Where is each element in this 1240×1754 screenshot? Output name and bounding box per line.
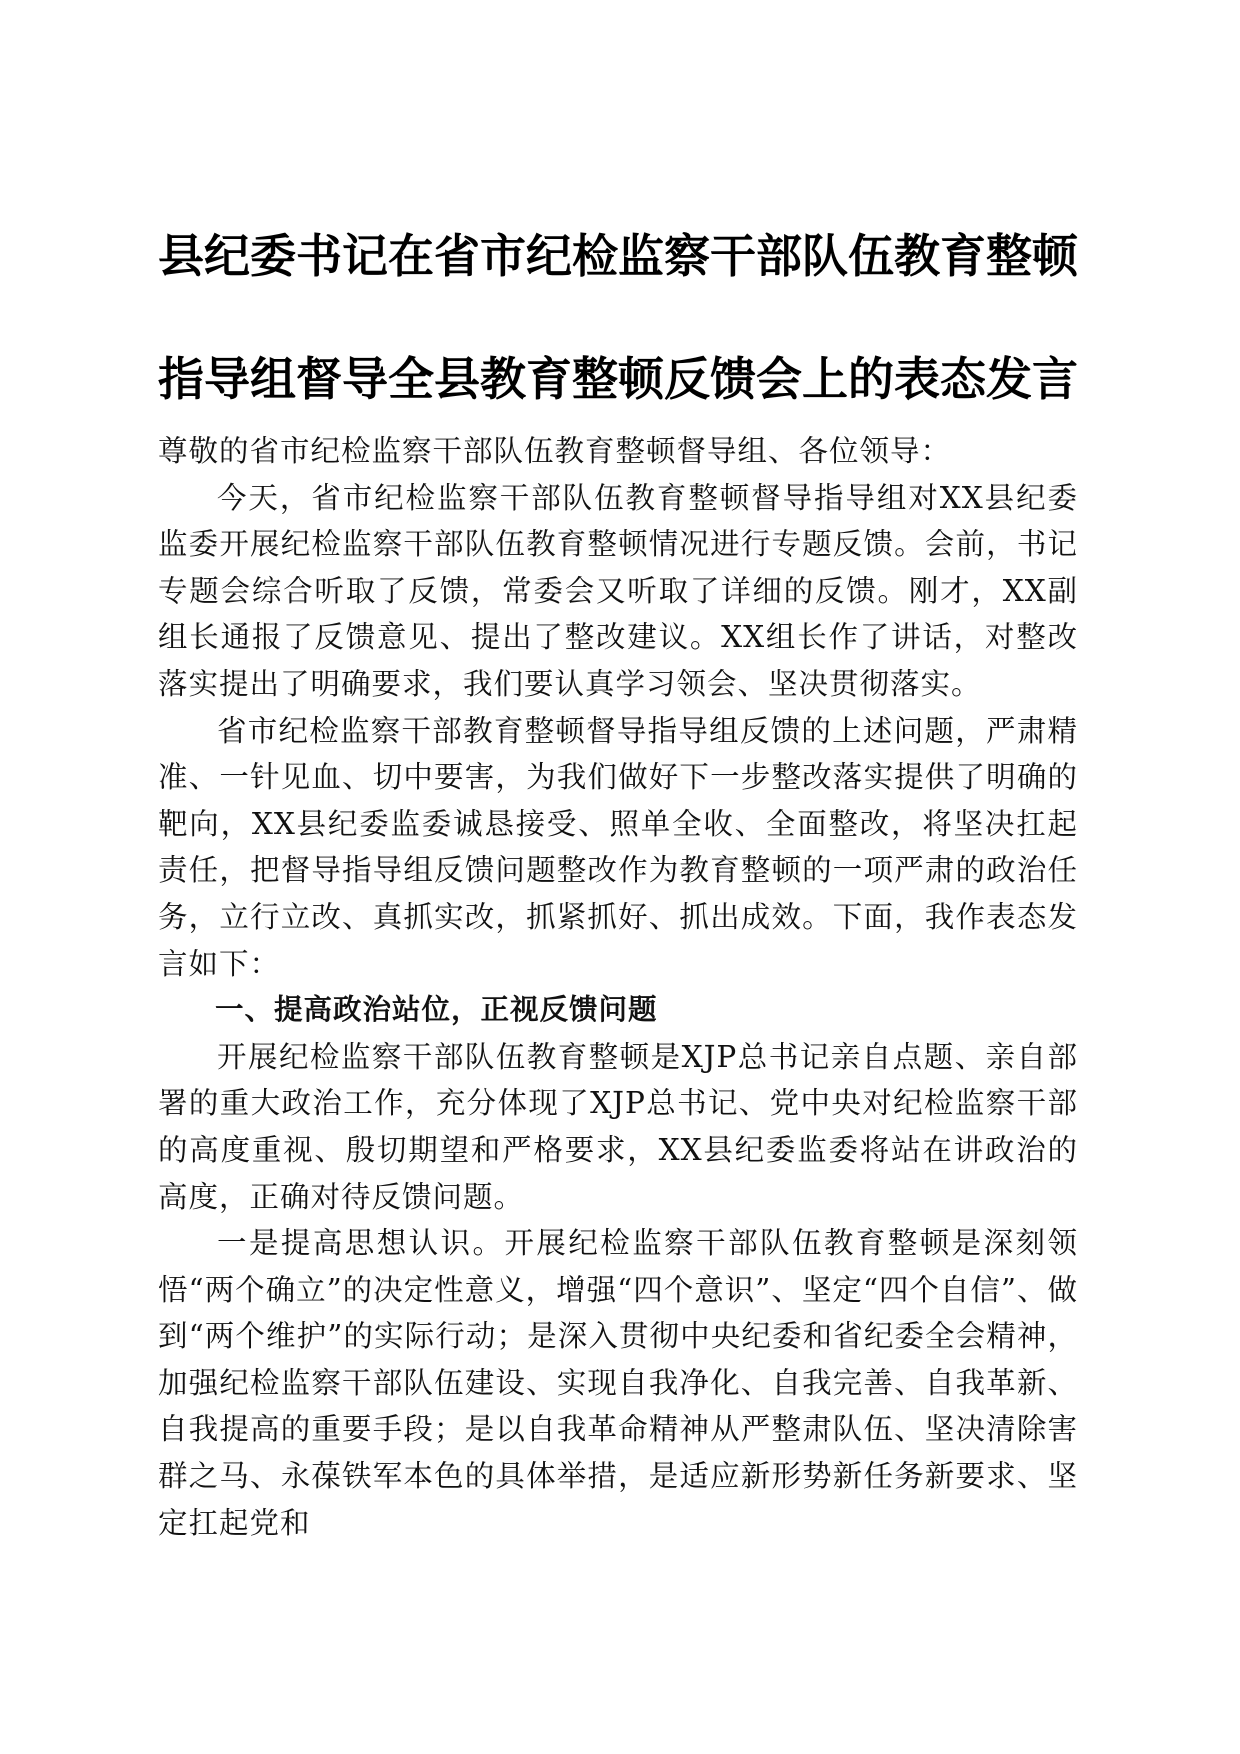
paragraph-response: 省市纪检监察干部教育整顿督导指导组反馈的上述问题，严肃精准、一针见血、切中要害，为我们做好下一步整改落实提供了明确的靶向，XX县纪委监委诚恳接受、照单全收、全面整改，将坚决扛起责任，把督导指导组反馈问题整改作为教育整顿的一项严肃的政治任务，立行立改、真抓实改，抓紧抓好、抓出成效。下面，我作表态发言如下： — [158, 713, 1078, 981]
document-title-line-2: 指导组督导全县教育整顿反馈会上的表态发言 — [158, 352, 1078, 406]
document-body — [158, 428, 1078, 1546]
salutation: 尊敬的省市纪检监察干部队伍教育整顿督导组、各位领导： — [158, 434, 952, 468]
section-paragraph: 一是提高思想认识。开展纪检监察干部队伍教育整顿是深刻领悟“两个确立”的决定性意义，增强“四个意识”、坚定“四个自信”、做到“两个维护”的实际行动；是深入贯彻中央纪委和省纪委全会精神，加强纪检监察干部队伍建设、实现自我净化、自我完善、自我革新、自我提高的重要手段；是以自我革命精神从严整肃队伍、坚决清除害群之马、永葆铁军本色的具体举措，是适应新形势新任务新要求、坚定扛起党和 — [158, 1226, 1078, 1540]
document-title-line-1: 县纪委书记在省市纪检监察干部队伍教育整顿 — [158, 229, 1078, 283]
paragraph-intro: 今天，省市纪检监察干部队伍教育整顿督导指导组对XX县纪委监委开展纪检监察干部队伍教育整顿情况进行专题反馈。会前，书记专题会综合听取了反馈，常委会又听取了详细的反馈。刚才，XX副组长通报了反馈意见、提出了整改建议。XX组长作了讲话，对整改落实提出了明确要求，我们要认真学习领会、坚决贯彻落实。 — [158, 480, 1078, 701]
section-paragraph: 开展纪检监察干部队伍教育整顿是XJP总书记亲自点题、亲自部署的重大政治工作，充分体现了XJP总书记、党中央对纪检监察干部的高度重视、殷切期望和严格要求，XX县纪委监委将站在讲政治的高度，正确对待反馈问题。 — [158, 1039, 1078, 1214]
section-heading: 一、提高政治站位，正视反馈问题 — [215, 993, 658, 1027]
